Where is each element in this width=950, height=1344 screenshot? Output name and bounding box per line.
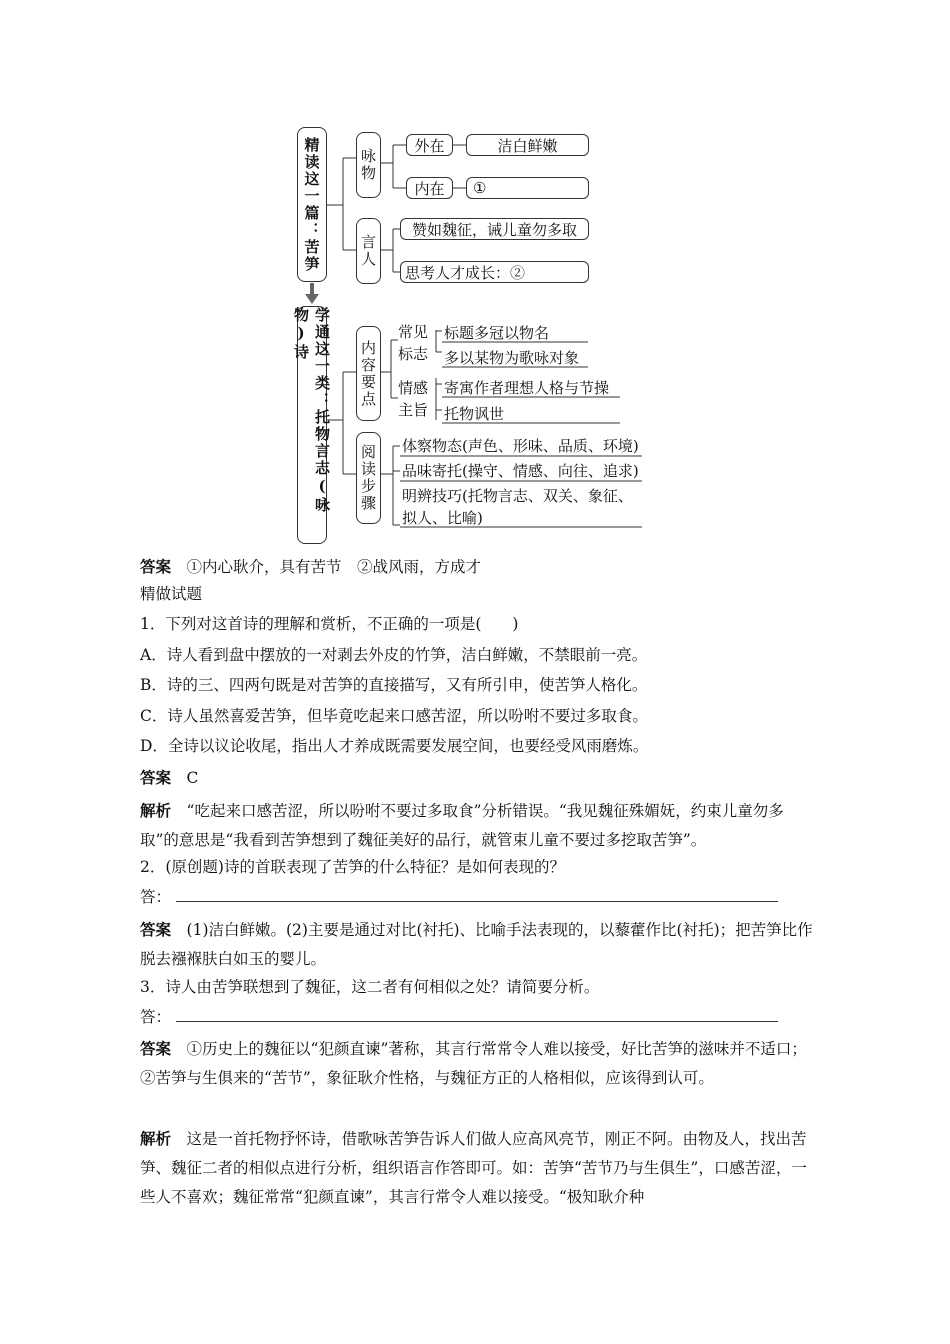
analysis-label: 解析: [140, 801, 172, 820]
yongwu-box: 咏物: [356, 132, 381, 198]
answer-0-text: ①内心耿介，具有苦节 ②战风雨，方成才: [186, 558, 482, 576]
answer-label: 答案: [140, 557, 172, 576]
q1-answer-text: C: [186, 769, 199, 787]
q2-answer-text: (1)洁白鲜嫩。(2)主要是通过对比(衬托)、比喻手法表现的，以藜藿作比(衬托)；把苦笋比作脱去襁褓肤白如玉的婴儿。: [140, 921, 813, 968]
section-title: 精做试题: [140, 585, 203, 603]
qinggan-item-1: 寄寓作者理想人格与节操: [444, 379, 610, 397]
changjian-label: 常见标志: [398, 323, 429, 363]
q3-analysis: [140, 1124, 820, 1212]
q1-analysis: [140, 796, 820, 855]
question-1: 1．下列对这首诗的理解和赏析，不正确的一项是( ): [140, 615, 519, 633]
changjian-item-2: 多以某物为歌咏对象: [444, 349, 580, 367]
changjian-item-1: 标题多冠以物名: [444, 324, 550, 342]
q2-answer: [140, 915, 820, 974]
waizai-box: 外在: [406, 134, 453, 156]
yuedu-box: 阅读步骤: [356, 432, 381, 524]
neizai-box: 内在: [406, 177, 453, 199]
answer-label: 答案: [140, 768, 172, 787]
qinggan-label: 情感主旨: [398, 379, 429, 419]
qinggan-item-2: 托物讽世: [444, 405, 505, 423]
q1-option-a: A．诗人看到盘中摆放的一对剥去外皮的竹笋，洁白鲜嫩，不禁眼前一亮。: [140, 646, 648, 664]
answer-0: [140, 554, 481, 580]
step-3b: 拟人、比喻): [402, 509, 483, 527]
question-2: 2．(原创题)诗的首联表现了苦笋的什么特征？是如何表现的？: [140, 858, 565, 876]
q1-option-c: C．诗人虽然喜爱苦笋，但毕竟吃起来口感苦涩，所以吩咐不要过多取食。: [140, 707, 648, 725]
q1-answer: [140, 765, 198, 791]
yanren-box: 言人: [356, 218, 381, 284]
answer-prompt: 答：: [140, 888, 172, 906]
yanren-2-box: 思考人才成长：②: [400, 261, 589, 283]
q2-answer-line[interactable]: [140, 885, 778, 910]
yanren-1-box: 赞如魏征，诫儿童勿多取: [400, 218, 589, 240]
step-1: 体察物态(声色、形味、品质、环境): [402, 437, 639, 455]
q1-option-b: B．诗的三、四两句既是对苦笋的直接描写，又有所引申，使苦笋人格化。: [140, 676, 648, 694]
step-2: 品味寄托(操守、情感、向往、追求): [402, 462, 639, 480]
q3-analysis-text: 这是一首托物抒怀诗，借歌咏苦笋告诉人们做人应高风亮节，刚正不阿。由物及人，找出苦笋、魏征二者的相似点进行分析，组织语言作答即可。如：苦笋“苦节乃与生俱生”，口感苦涩，一些人不喜欢；魏征常常“犯颜直谏”，其言行常令人难以接受。“极知耿介种: [140, 1130, 807, 1206]
answer-label: 答案: [140, 1039, 172, 1058]
q1-option-d: D．全诗以议论收尾，指出人才养成既需要发展空间，也要经受风雨磨炼。: [140, 737, 649, 755]
arrow-head-icon: [305, 294, 319, 304]
step-3a: 明辨技巧(托物言志、双关、象征、: [402, 487, 633, 505]
neizai-value-box: ①: [466, 177, 589, 199]
q3-answer-line[interactable]: [140, 1005, 778, 1030]
answer-blank[interactable]: [176, 887, 778, 902]
waizai-value-box: 洁白鲜嫩: [466, 134, 589, 156]
answer-blank[interactable]: [176, 1007, 778, 1022]
answer-label: 答案: [140, 920, 172, 939]
q3-answer: [140, 1034, 820, 1093]
q1-analysis-text: “吃起来口感苦涩，所以吩咐不要过多取食”分析错误。“我见魏征殊媚妩，约束儿童勿多取”的意思是“我看到苦笋想到了魏征美好的品行，就管束儿童不要过多挖取苦笋”。: [140, 802, 784, 849]
q3-answer-text: ①历史上的魏征以“犯颜直谏”著称，其言行常常令人难以接受，好比苦笋的滋味并不适口；②苦笋与生俱来的“苦节”，象征耿介性格，与魏征方正的人格相似，应该得到认可。: [140, 1040, 807, 1087]
neirong-box: 内容要点: [356, 326, 381, 421]
top-title-box: 精读这一篇：苦笋: [297, 127, 327, 282]
question-3: 3．诗人由苦笋联想到了魏征，这二者有何相似之处？请简要分析。: [140, 978, 600, 996]
analysis-label: 解析: [140, 1129, 172, 1148]
bottom-title-box: 学通这一类：托物言志(咏物)诗: [297, 306, 327, 544]
answer-prompt: 答：: [140, 1008, 172, 1026]
